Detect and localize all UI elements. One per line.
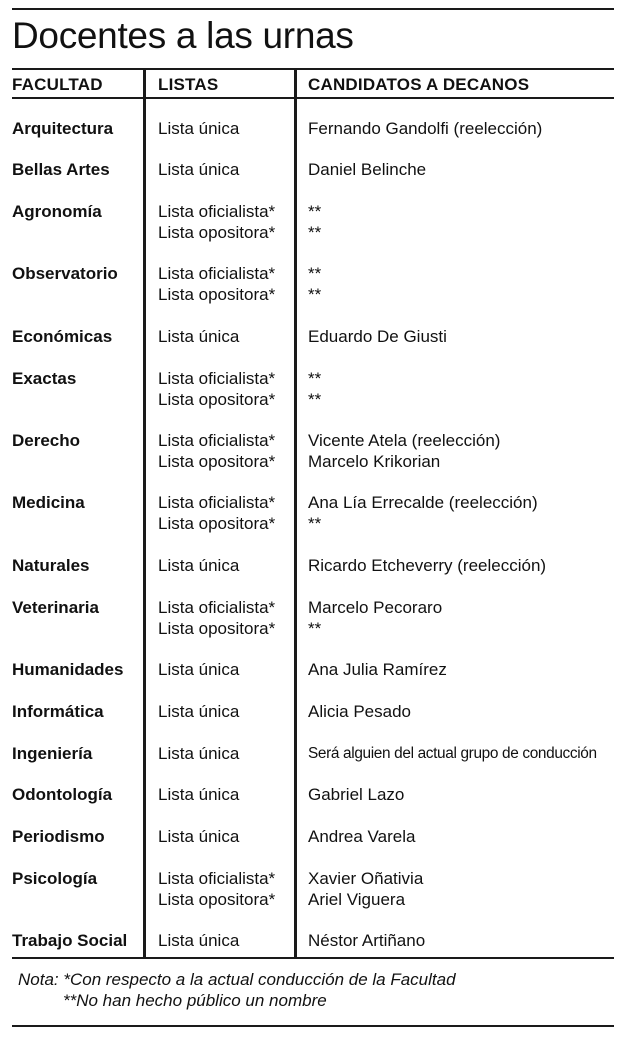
candidato-entry: ** <box>308 202 322 221</box>
candidato-entry: Andrea Varela <box>308 827 416 846</box>
candidatos-cell <box>308 597 442 639</box>
facultad-cell: Agronomía <box>12 202 102 221</box>
footnote-line-1: Nota: *Con respecto a la actual conducción de la Facultad <box>18 970 456 989</box>
listas-cell <box>158 118 239 139</box>
page-title: Docentes a las urnas <box>12 15 354 56</box>
facultad-cell: Arquitectura <box>12 119 114 138</box>
lista-entry: Lista opositora* <box>158 890 276 909</box>
candidato-entry: ** <box>308 514 322 533</box>
candidato-entry: Será alguien del actual grupo de conducción <box>308 745 597 762</box>
listas-cell <box>158 492 275 534</box>
bottom-rule <box>12 1025 614 1027</box>
lista-entry: Lista opositora* <box>158 452 276 471</box>
table-bottom-rule <box>12 957 614 959</box>
lista-entry: Lista única <box>158 931 240 950</box>
facultad-cell: Medicina <box>12 493 85 512</box>
candidato-entry: Fernando Gandolfi (reelección) <box>308 119 543 138</box>
lista-entry: Lista oficialista* <box>158 869 276 888</box>
header-listas: LISTAS <box>158 75 219 94</box>
candidatos-cell <box>308 659 447 680</box>
candidato-entry: Marcelo Krikorian <box>308 452 441 471</box>
facultad-cell: Naturales <box>12 556 90 575</box>
lista-entry: Lista única <box>158 660 240 679</box>
candidatos-cell <box>308 201 321 243</box>
lista-entry: Lista única <box>158 744 240 763</box>
candidato-entry: ** <box>308 369 322 388</box>
candidato-entry: Ana Julia Ramírez <box>308 660 447 679</box>
facultad-cell: Informática <box>12 702 104 721</box>
candidato-entry: Daniel Belinche <box>308 160 427 179</box>
lista-entry: Lista opositora* <box>158 285 276 304</box>
listas-cell <box>158 368 275 410</box>
lista-entry: Lista única <box>158 556 240 575</box>
header-candidatos: CANDIDATOS A DECANOS <box>308 75 530 94</box>
column-divider-2 <box>294 70 297 957</box>
facultad-cell: Ingeniería <box>12 744 93 763</box>
lista-entry: Lista opositora* <box>158 619 276 638</box>
lista-entry: Lista única <box>158 827 240 846</box>
lista-entry: Lista única <box>158 702 240 721</box>
facultad-cell: Bellas Artes <box>12 160 110 179</box>
listas-cell <box>158 784 239 805</box>
lista-entry: Lista oficialista* <box>158 431 276 450</box>
top-rule <box>12 8 614 10</box>
lista-entry: Lista opositora* <box>158 514 276 533</box>
lista-entry: Lista única <box>158 327 240 346</box>
listas-cell <box>158 701 239 722</box>
lista-entry: Lista oficialista* <box>158 369 276 388</box>
candidatos-cell <box>308 368 321 410</box>
candidato-entry: Vicente Atela (reelección) <box>308 431 501 450</box>
candidato-entry: ** <box>308 390 322 409</box>
candidatos-cell <box>308 430 500 472</box>
facultad-cell: Derecho <box>12 431 81 450</box>
candidatos-cell <box>308 326 447 347</box>
listas-cell <box>158 826 239 847</box>
footnote <box>18 969 456 1012</box>
listas-cell <box>158 326 239 347</box>
facultad-cell: Exactas <box>12 369 77 388</box>
candidato-entry: Ariel Viguera <box>308 890 406 909</box>
lista-entry: Lista opositora* <box>158 390 276 409</box>
lista-entry: Lista oficialista* <box>158 202 276 221</box>
candidatos-cell <box>308 784 404 805</box>
candidatos-cell <box>308 492 538 534</box>
header-top-rule <box>12 68 614 70</box>
header-bottom-rule <box>12 97 614 99</box>
candidato-entry: Néstor Artiñano <box>308 931 426 950</box>
facultad-cell: Observatorio <box>12 264 118 283</box>
candidato-entry: Xavier Oñativia <box>308 869 424 888</box>
facultad-cell: Trabajo Social <box>12 931 128 950</box>
footnote-line-2: **No han hecho público un nombre <box>63 991 327 1010</box>
candidatos-cell <box>308 555 546 576</box>
lista-entry: Lista oficialista* <box>158 264 276 283</box>
column-divider-1 <box>143 70 146 957</box>
header-facultad: FACULTAD <box>12 75 103 94</box>
candidato-entry: Ricardo Etcheverry (reelección) <box>308 556 547 575</box>
lista-entry: Lista única <box>158 160 240 179</box>
candidatos-cell <box>308 118 542 139</box>
facultad-cell: Económicas <box>12 327 113 346</box>
candidato-entry: Marcelo Pecoraro <box>308 598 443 617</box>
listas-cell <box>158 201 275 243</box>
candidato-entry: Eduardo De Giusti <box>308 327 447 346</box>
candidatos-cell <box>308 743 597 764</box>
listas-cell <box>158 868 275 910</box>
facultad-cell: Humanidades <box>12 660 124 679</box>
candidato-entry: ** <box>308 223 322 242</box>
candidato-entry: Alicia Pesado <box>308 702 412 721</box>
listas-cell <box>158 743 239 764</box>
candidato-entry: ** <box>308 264 322 283</box>
candidato-entry: Gabriel Lazo <box>308 785 405 804</box>
candidato-entry: ** <box>308 619 322 638</box>
candidatos-cell <box>308 159 426 180</box>
facultad-cell: Veterinaria <box>12 598 99 617</box>
lista-entry: Lista oficialista* <box>158 598 276 617</box>
candidatos-cell <box>308 826 415 847</box>
listas-cell <box>158 263 275 305</box>
lista-entry: Lista opositora* <box>158 223 276 242</box>
listas-cell <box>158 597 275 639</box>
candidatos-cell <box>308 868 423 910</box>
listas-cell <box>158 659 239 680</box>
listas-cell <box>158 930 239 951</box>
candidatos-cell <box>308 263 321 305</box>
listas-cell <box>158 159 239 180</box>
listas-cell <box>158 430 275 472</box>
lista-entry: Lista oficialista* <box>158 493 276 512</box>
lista-entry: Lista única <box>158 119 240 138</box>
candidato-entry: Ana Lía Errecalde (reelección) <box>308 493 538 512</box>
candidatos-cell <box>308 930 425 951</box>
listas-cell <box>158 555 239 576</box>
facultad-cell: Periodismo <box>12 827 105 846</box>
facultad-cell: Odontología <box>12 785 113 804</box>
facultad-cell: Psicología <box>12 869 98 888</box>
candidato-entry: ** <box>308 285 322 304</box>
candidatos-cell <box>308 701 411 722</box>
lista-entry: Lista única <box>158 785 240 804</box>
